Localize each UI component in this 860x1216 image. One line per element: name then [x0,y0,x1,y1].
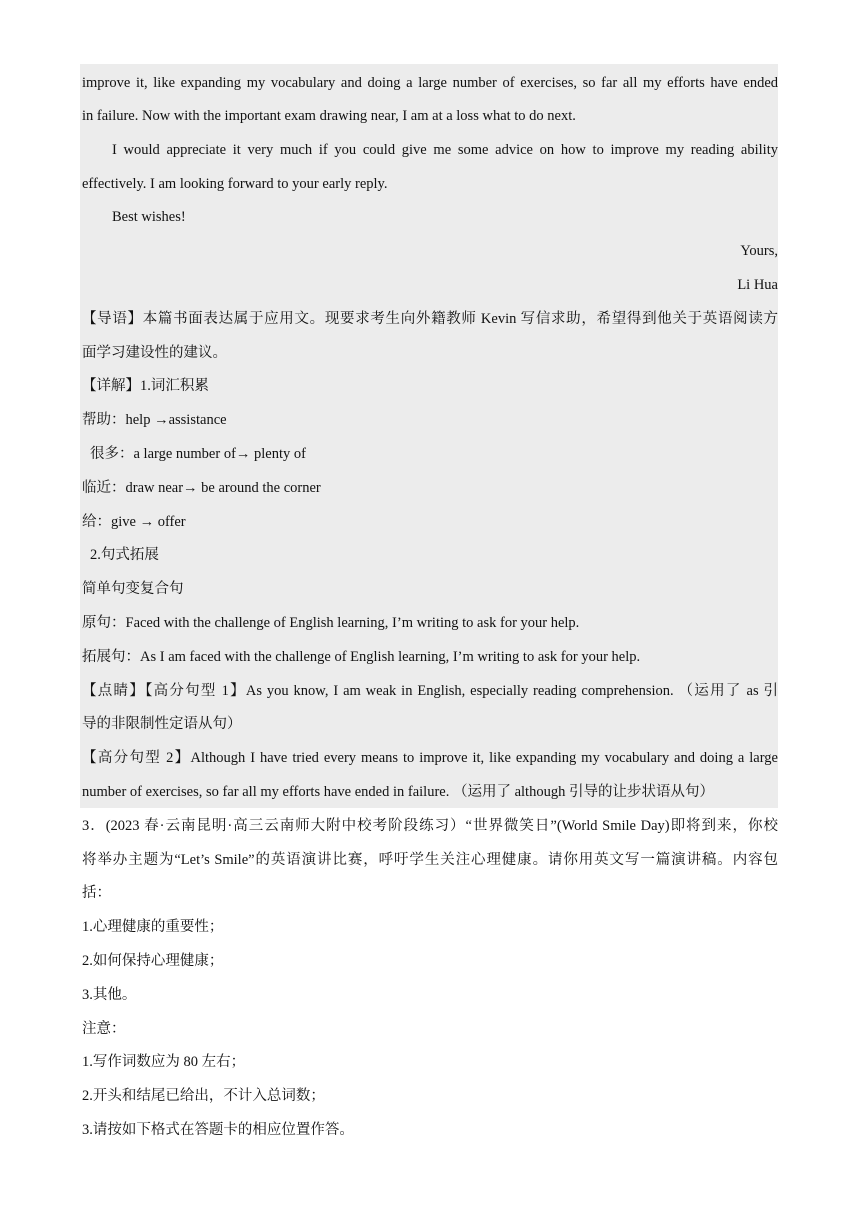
sentence-heading: 2.句式拓展 [90,547,159,563]
letter-paragraph-1-line-2: in failure. Now with the important exam drawing near, I am at a loss what to do next. [82,108,576,124]
vocab-item: 帮助：help →assistance [82,412,227,428]
letter-paragraph-1-line-1: improve it, like expanding my vocabulary and doing a large number of exercises, so far all my efforts have ended [82,75,778,91]
question-3-line-2: 将举办主题为“Let’s Smile”的英语演讲比赛，呼吁学生关注心理健康。请你用英文写一篇演讲稿。内容包 [82,852,778,868]
content-item: 1.心理健康的重要性； [82,919,224,935]
letter-paragraph-2-line-1: I would appreciate it very much if you could give me some advice on how to improve my reading ability [112,142,778,158]
highlight-2-line-2: number of exercises, so far all my efforts have ended in failure. （运用了 although 引导的让步状语从句） [82,784,714,800]
vocab-item: 临近：draw near→ be around the corner [82,480,321,496]
note-item: 2.开头和结尾已给出，不计入总词数； [82,1088,325,1104]
highlight-2-line-1: 【高分句型 2】Although I have tried every means to improve it, like expanding my vocabulary and doing a large [82,750,778,766]
note-item: 1.写作词数应为 80 左右； [82,1054,246,1070]
letter-signature: Li Hua [737,277,778,293]
intro-line-1: 【导语】本篇书面表达属于应用文。现要求考生向外籍教师 Kevin 写信求助，希望得到他关于英语阅读方 [82,311,778,327]
question-3-line-3: 括： [82,885,111,901]
content-item: 3.其他。 [82,987,137,1003]
original-sentence: 原句：Faced with the challenge of English learning, I’m writing to ask for your help. [82,615,580,631]
highlight-1-line-1: 【点睛】【高分句型 1】As you know, I am weak in English, especially reading comprehension. （运用了 as 引 [82,683,778,699]
letter-paragraph-2-line-2: effectively. I am looking forward to your early reply. [82,176,388,192]
question-3-line-1: 3．(2023 春·云南昆明·高三云南师大附中校考阶段练习）“世界微笑日”(World Smile Day)即将到来，你校 [82,818,778,834]
expanded-sentence: 拓展句：As I am faced with the challenge of English learning, I’m writing to ask for your help. [82,649,641,665]
vocab-item: 很多：a large number of→ plenty of [90,446,306,462]
letter-closing: Best wishes! [112,209,186,225]
intro-line-2: 面学习建设性的建议。 [82,345,227,361]
note-heading: 注意： [82,1021,126,1037]
sentence-subheading: 简单句变复合句 [82,581,184,597]
note-item: 3.请按如下格式在答题卡的相应位置作答。 [82,1122,354,1138]
highlight-1-line-2: 导的非限制性定语从句） [82,716,242,732]
vocab-item: 给：give → offer [82,514,186,530]
detail-heading: 【详解】1.词汇积累 [82,378,209,394]
content-item: 2.如何保持心理健康； [82,953,224,969]
letter-yours: Yours, [740,243,778,259]
